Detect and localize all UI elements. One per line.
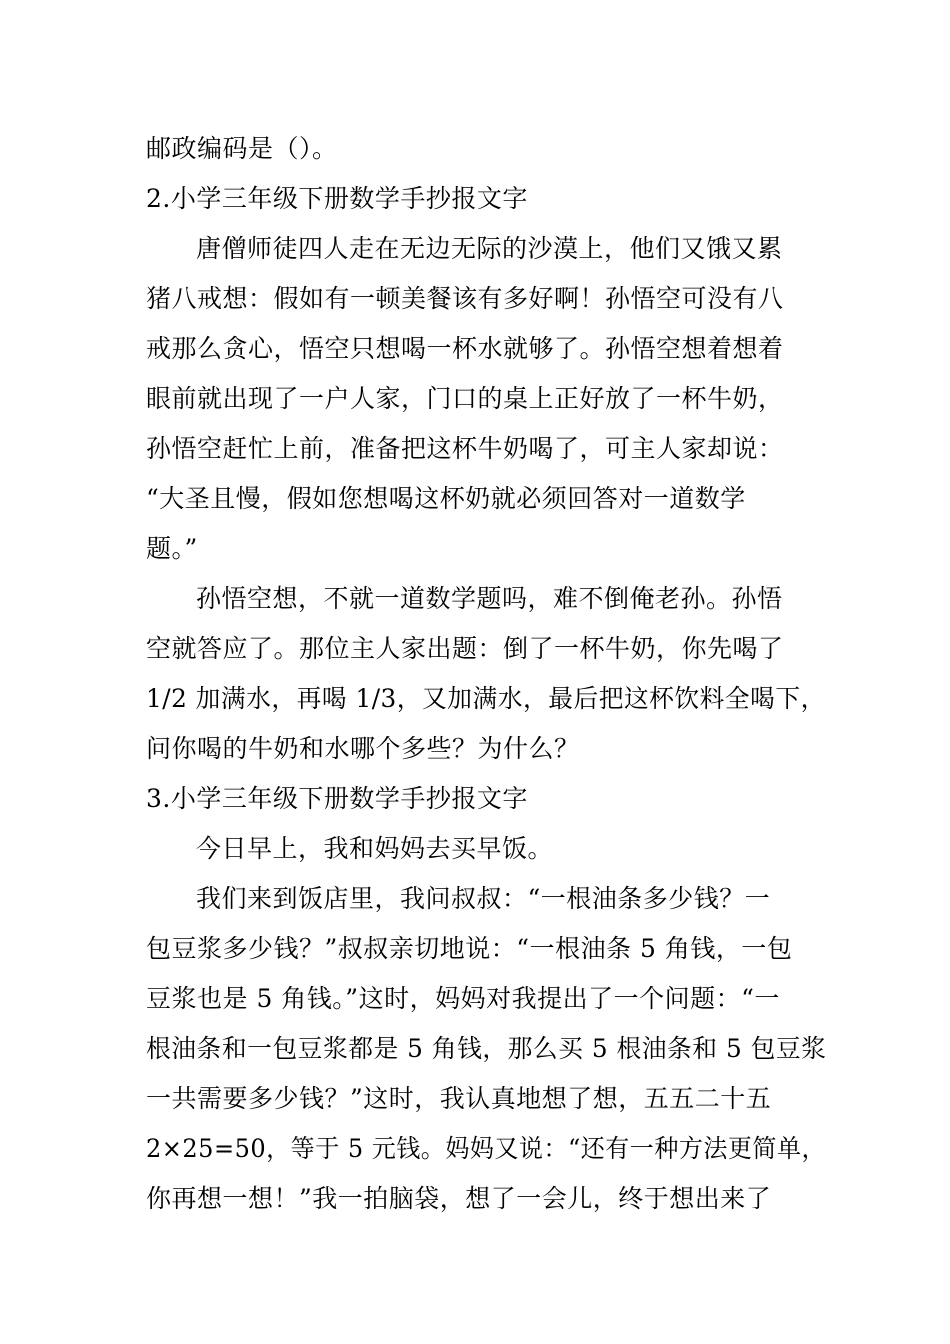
paragraph-line: 空就答应了。那位主人家出题：倒了一杯牛奶，你先喝了 — [146, 634, 784, 663]
paragraph-line: 唐僧师徒四人走在无边无际的沙漠上，他们又饿又累 — [196, 234, 783, 263]
paragraph-line: 一共需要多少钱？”这时，我认真地想了想，五五二十五 — [146, 1084, 772, 1113]
paragraph-line: 孙悟空想，不就一道数学题吗，难不倒俺老孙。孙悟 — [196, 584, 783, 613]
section-heading: 2.小学三年级下册数学手抄报文字 — [146, 184, 528, 213]
paragraph-line: 戒那么贪心，悟空只想喝一杯水就够了。孙悟空想着想着 — [146, 334, 784, 363]
section-heading: 3.小学三年级下册数学手抄报文字 — [146, 784, 528, 813]
paragraph-line: 包豆浆多少钱？”叔叔亲切地说：“一根油条 5 角钱，一包 — [146, 934, 793, 963]
paragraph-line: 豆浆也是 5 角钱。”这时，妈妈对我提出了一个问题：“一 — [146, 984, 780, 1013]
paragraph-line: 问你喝的牛奶和水哪个多些？为什么？ — [146, 734, 580, 763]
paragraph-line: “大圣且慢，假如您想喝这杯奶就必须回答对一道数学 — [146, 484, 746, 513]
text-line: 邮政编码是（）。 — [146, 134, 338, 163]
paragraph-line: 2×25=50，等于 5 元钱。妈妈又说：“还有一种方法更简单， — [146, 1134, 827, 1163]
paragraph-line: 孙悟空赶忙上前，准备把这杯牛奶喝了，可主人家却说： — [146, 434, 784, 463]
paragraph-line: 你再想一想！”我一拍脑袋，想了一会儿，终于想出来了 — [146, 1184, 772, 1213]
paragraph-line: 1/2 加满水，再喝 1/3，又加满水，最后把这杯饮料全喝下， — [146, 684, 826, 713]
paragraph-line: 眼前就出现了一户人家，门口的桌上正好放了一杯牛奶， — [146, 384, 784, 413]
paragraph-line: 猪八戒想：假如有一顿美餐该有多好啊！孙悟空可没有八 — [146, 284, 784, 313]
paragraph-line: 我们来到饭店里，我问叔叔：“一根油条多少钱？一 — [196, 884, 771, 913]
paragraph-line: 今日早上，我和妈妈去买早饭。 — [196, 834, 554, 863]
paragraph-line: 根油条和一包豆浆都是 5 角钱，那么买 5 根油条和 5 包豆浆 — [146, 1034, 827, 1063]
paragraph-line: 题。” — [146, 534, 198, 563]
